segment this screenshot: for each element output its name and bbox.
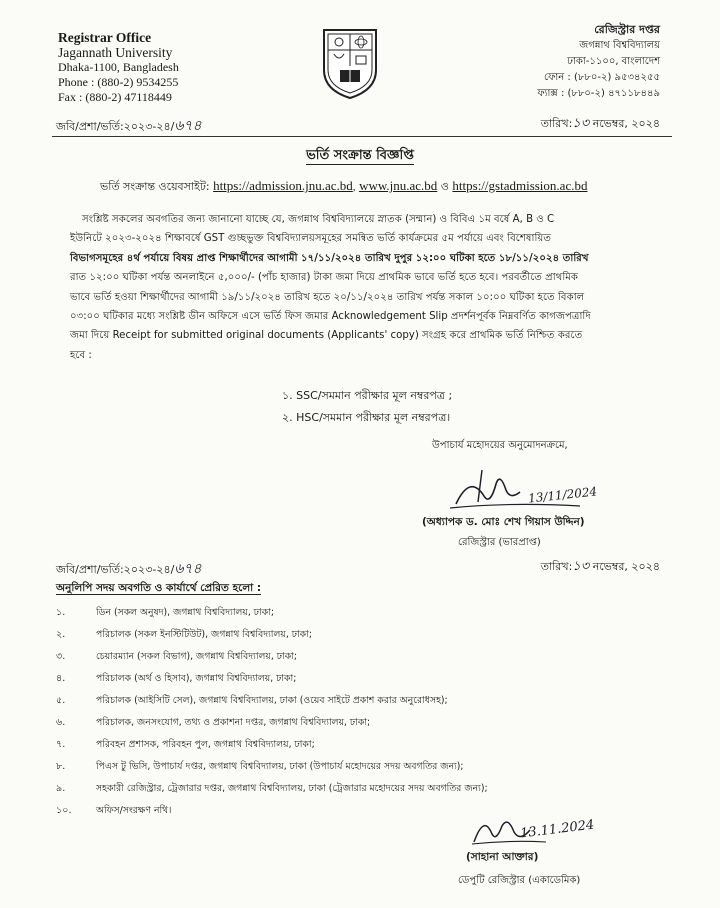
body-line: ভাবে ভর্তি হওয়া শিক্ষার্থীদের আগামী ১৯/১১/২০২৪ তারিখ হতে ২০/১১/২০২৪ তারিখ পর্যন্ত সকাল ১০:০০ ঘটিকা হতে বিকাল	[70, 291, 585, 303]
copy-date: তারিখ:১৩ নভেম্বর, ২০২৪	[540, 559, 660, 574]
copy-item: ৭. পরিবহন প্রশাসক, পরিবহন পুল, জগন্নাথ বিশ্ববিদ্যালয়, ঢাকা;	[56, 739, 315, 750]
document-item: ২. HSC/সমমান পরীক্ষার মূল নম্বরপত্র।	[282, 411, 451, 424]
body-line: রাত ১২:০০ ঘটিকা পর্যন্ত অনলাইনে ৫,০০০/- (পাঁচ হাজার) টাকা জমা দিয়ে প্রাথমিক ভাবে ভর্তি হতে হবে। পরবর্তীতে প্রাথমিক	[70, 272, 579, 284]
body-line: বিভাগসমূহের ৪র্থ পর্যায়ে বিষয় প্রাপ্ত শিক্ষার্থীদের আগামী ১৭/১১/২০২৪ তারিখ দুপুর ১২:০০ ঘটিকা হতে ১৮/১১/২০২৪ তারিখ	[70, 252, 589, 264]
address-bn: ঢাকা-১১০০, বাংলাদেশ	[567, 56, 660, 67]
university-name-bn: জগন্নাথ বিশ্ববিদ্যালয়	[579, 40, 660, 51]
website-link-admission[interactable]: https://admission.jnu.ac.bd	[213, 178, 353, 193]
issue-date: তারিখ:১৩ নভেম্বর, ২০২৪	[540, 116, 660, 131]
copy-heading: অনুলিপি সদয় অবগতি ও কার্যার্থে প্রেরিত হলো :	[56, 582, 262, 594]
notice-title: ভর্তি সংক্রান্ত বিজ্ঞপ্তি	[306, 148, 414, 163]
body-line: হবে :	[70, 349, 92, 361]
body-line: সংশ্লিষ্ট সকলের অবগতির জন্য জানানো যাচ্ছে যে, জগন্নাথ বিশ্ববিদ্যালয়ে স্নাতক (সম্মান) ও বিবিএ ১ম বর্ষে A, B ও C	[82, 214, 555, 225]
copy-item: ৬. পরিচালক, জনসংযোগ, তথ্য ও প্রকাশনা দপ্তর, জগন্নাথ বিশ্ববিদ্যালয়, ঢাকা;	[56, 717, 371, 728]
university-name-en: Jagannath University	[58, 45, 173, 60]
notice-body	[70, 210, 665, 365]
approval-line: উপাচার্য মহোদয়ের অনুমোদনক্রমে,	[432, 440, 568, 451]
copy-item: ৫. পরিচালক (আইসিটি সেল), জগন্নাথ বিশ্ববিদ্যালয়, ঢাকা (ওয়েব সাইটে প্রকাশ করার অনুরোধসহ);	[56, 695, 448, 706]
copy-memo-number: জবি/প্রশা/ভর্তি:২০২৩-২৪/৬৭৪	[56, 561, 202, 577]
letterhead-bangla	[537, 22, 660, 102]
date-handwritten: ১৩	[572, 116, 590, 131]
website-link-gst[interactable]: https://gstadmission.ac.bd	[452, 178, 588, 193]
university-seal-icon	[320, 26, 380, 100]
copy-item: ১. ডিন (সকল অনুষদ), জগন্নাথ বিশ্ববিদ্যালয়, ঢাকা;	[56, 607, 275, 618]
header-divider	[52, 136, 672, 137]
letterhead-english	[58, 30, 179, 105]
body-line: জমা দিয়ে Receipt for submitted original documents (Applicants' copy) সংগ্রহ করে প্রাথমিক ভর্তি নিশ্চিত করতে	[70, 330, 583, 342]
address-en: Dhaka-1100, Bangladesh	[58, 60, 179, 74]
registrar-name: (অধ্যাপক ড. মোঃ শেখ গিয়াস উদ্দিন)	[422, 516, 585, 528]
phone-bn: ফোন : (৮৮০-২) ৯৫৩৪২৫৫	[544, 72, 660, 83]
copy-item: ২. পরিচালক (সকল ইনস্টিটিউট), জগন্নাথ বিশ্ববিদ্যালয়, ঢাকা;	[56, 629, 312, 640]
deputy-name: (সাহানা আক্তার)	[466, 851, 539, 863]
copy-item: ১০. অফিস/সংরক্ষণ নথি।	[56, 805, 172, 816]
copy-item: ৯. সহকারী রেজিস্ট্রার, ট্রেজারার দপ্তর, জগন্নাথ বিশ্ববিদ্যালয়, ঢাকা (ট্রেজারার মহোদয়ের সদয় অবগতির জন্য);	[56, 783, 488, 794]
office-name-en: Registrar Office	[58, 30, 152, 45]
memo-handwritten: ৬৭৪	[174, 118, 202, 134]
copy-item: ৮. পিএস টু ভিসি, উপাচার্য দপ্তর, জগন্নাথ বিশ্ববিদ্যালয়, ঢাকা (উপাচার্য মহোদয়ের সদয় অবগতির জন্য);	[56, 761, 464, 772]
document-item: ১. SSC/সমমান পরীক্ষার মূল নম্বরপত্র ;	[282, 389, 453, 402]
memo-number: জবি/প্রশা/ভর্তি:২০২৩-২৪/৬৭৪	[56, 118, 202, 134]
body-line: ০৩:০০ ঘটিকার মধ্যে সংশ্লিষ্ট ডীন অফিসে এসে ভর্তি ফিস জমার Acknowledgement Slip প্রদর্শনপূর্বক নিম্নবর্ণিত কাগজপত্রাদি	[70, 311, 591, 323]
deputy-title: ডেপুটি রেজিস্ট্রার (একাডেমিক)	[458, 875, 581, 886]
copy-memo-handwritten: ৬৭৪	[174, 561, 202, 577]
phone-en: Phone : (880-2) 9534255	[58, 75, 179, 89]
fax-en: Fax : (880-2) 47118449	[58, 90, 172, 104]
registrar-title: রেজিস্ট্রার (ভারপ্রাপ্ত)	[458, 537, 541, 548]
body-line: ইউনিটে ২০২৩-২০২৪ শিক্ষাবর্ষে GST গুচ্ছভুক্ত বিশ্ববিদ্যালয়সমূহের সমন্বিত ভর্তি কার্যক্রমের ৫ম পর্যায়ে এবং বিশেষায়িত	[70, 233, 552, 245]
website-link-jnu[interactable]: www.jnu.ac.bd	[359, 178, 438, 193]
office-name-bn: রেজিস্ট্রার দপ্তর	[594, 23, 660, 36]
registrar-signature-date: 13/11/2024	[527, 484, 598, 506]
fax-bn: ফ্যাক্স : (৮৮০-২) ৪৭১১৮৪৪৯	[537, 88, 660, 99]
website-line: ভর্তি সংক্রান্ত ওয়েবসাইট: https://admission.jnu.ac.bd, www.jnu.ac.bd ও https://gstadmission.ac.bd	[100, 178, 588, 193]
deputy-signature-date: 13.11.2024	[519, 817, 596, 842]
copy-item: ৩. চেয়ারম্যান (সকল বিভাগ), জগন্নাথ বিশ্ববিদ্যালয়, ঢাকা;	[56, 651, 297, 662]
copy-item: ৪. পরিচালক (অর্থ ও হিসাব), জগন্নাথ বিশ্ববিদ্যালয়, ঢাকা;	[56, 673, 297, 684]
copy-date-handwritten: ১৩	[572, 559, 590, 574]
